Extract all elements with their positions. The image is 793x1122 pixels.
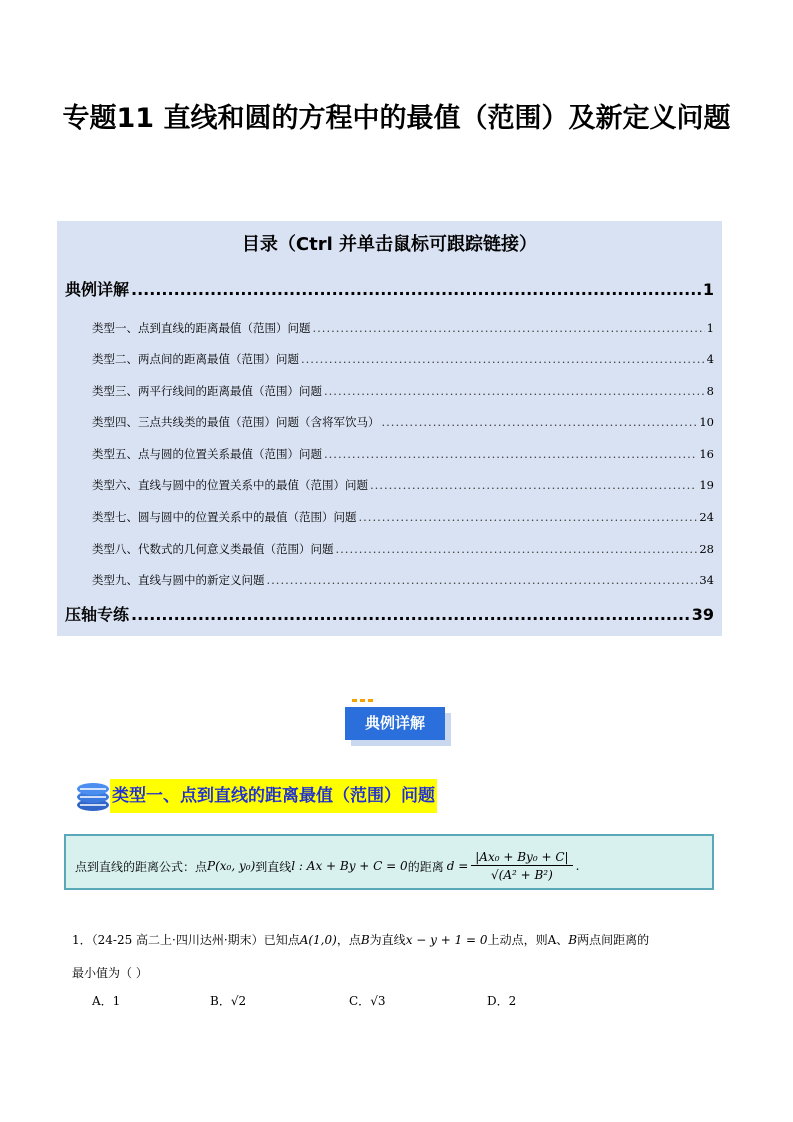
toc-entry-page: 4 xyxy=(706,352,714,366)
toc-heading: 目录（Ctrl 并单击鼠标可跟踪链接） xyxy=(241,234,538,255)
toc-leader-dots xyxy=(370,478,697,492)
option-value: √3 xyxy=(370,994,386,1008)
document-title xyxy=(60,96,733,142)
question-1 xyxy=(72,924,722,990)
toc-entry-page: 24 xyxy=(699,510,714,524)
question-line: x − y + 1 = 0 xyxy=(405,933,488,947)
toc-entry-label: 类型二、两点间的距离最值（范围）问题 xyxy=(92,352,299,366)
toc-entry-page: 28 xyxy=(699,542,714,556)
distance-fraction xyxy=(471,850,572,882)
toc-entry-label: 类型九、直线与圆中的新定义问题 xyxy=(92,573,265,587)
question-text-3: 为直线 xyxy=(369,933,406,947)
toc-entry-page: 34 xyxy=(699,573,714,587)
toc-leader-dots xyxy=(382,415,698,429)
document-title-text: 专题11 直线和圆的方程中的最值（范围）及新定义问题 xyxy=(62,103,731,134)
fraction-denominator: √(A² + B²) xyxy=(491,868,553,882)
toc-leader-dots xyxy=(324,447,697,461)
question-number: 1． xyxy=(72,933,92,947)
option-value: √2 xyxy=(230,994,247,1008)
question-text-1: 已知点 xyxy=(263,933,300,947)
toc-entry-page: 1 xyxy=(706,321,714,335)
option-a[interactable] xyxy=(92,992,120,1009)
toc-entry-page: 10 xyxy=(699,415,714,429)
option-b[interactable] xyxy=(210,992,246,1009)
toc-leader-dots xyxy=(131,605,690,624)
toc-entry-label: 压轴专练 xyxy=(65,605,130,624)
formula-point: P(x₀, y₀) xyxy=(207,859,256,873)
toc-entry-sub[interactable] xyxy=(92,541,714,557)
question-text-2: ，点 xyxy=(336,933,361,947)
toc-entry-label: 典例详解 xyxy=(65,280,130,299)
formula-end: . xyxy=(575,859,580,873)
question-text-4: 上动点，则 xyxy=(487,933,548,947)
type-title: 类型一、点到直线的距离最值（范围）问题 xyxy=(110,779,437,813)
formula-mid2: 的距离 xyxy=(407,859,444,874)
toc-entry-sub[interactable] xyxy=(92,320,714,336)
toc-entry-sub[interactable] xyxy=(92,383,714,399)
books-stack-icon xyxy=(74,777,112,815)
toc-leader-dots xyxy=(313,321,705,335)
toc-entry-sub[interactable] xyxy=(92,477,714,493)
question-point-b: B xyxy=(360,933,370,947)
toc-leader-dots xyxy=(336,542,698,556)
toc-leader-dots xyxy=(359,510,698,524)
formula-line: l : Ax + By + C = 0 xyxy=(291,859,408,873)
toc-leader-dots xyxy=(324,384,705,398)
section-badge: 典例详解 xyxy=(345,707,445,740)
formula-lhs: d = xyxy=(446,859,469,873)
question-text-6: 两点间距离的 xyxy=(577,933,650,947)
toc-entry-page: 16 xyxy=(699,447,714,461)
question-text-5: 、 xyxy=(556,933,569,947)
toc-leader-dots xyxy=(131,280,701,299)
fraction-numerator: |Ax₀ + By₀ + C| xyxy=(471,850,572,866)
toc-entry-sub[interactable] xyxy=(92,509,714,525)
formula-box xyxy=(64,834,714,890)
table-of-contents xyxy=(57,221,722,636)
option-label: B． xyxy=(210,994,231,1008)
toc-entry-label: 类型一、点到直线的距离最值（范围）问题 xyxy=(92,321,311,335)
option-label: C． xyxy=(349,994,371,1008)
toc-entry-page: 39 xyxy=(691,605,714,624)
toc-entry-page: 1 xyxy=(702,280,714,299)
option-c[interactable] xyxy=(349,992,385,1009)
formula-mid1: 到直线 xyxy=(255,859,292,874)
toc-entry-label: 类型四、三点共线类的最值（范围）问题（含将军饮马） xyxy=(92,415,380,429)
option-d[interactable] xyxy=(487,992,516,1009)
option-value: 1 xyxy=(112,994,121,1008)
toc-entry-main[interactable] xyxy=(65,602,714,625)
question-point-a: A(1,0) xyxy=(299,933,337,947)
formula-prefix: 点到直线的距离公式：点 xyxy=(75,859,208,874)
toc-entry-sub[interactable] xyxy=(92,414,714,430)
toc-entry-label: 类型六、直线与圆中的位置关系中的最值（范围）问题 xyxy=(92,478,368,492)
toc-entry-sub[interactable] xyxy=(92,446,714,462)
option-label: D． xyxy=(487,994,509,1008)
toc-entry-main[interactable] xyxy=(65,277,714,300)
toc-entry-page: 8 xyxy=(706,384,714,398)
option-value: 2 xyxy=(508,994,517,1008)
toc-entry-sub[interactable] xyxy=(92,572,714,588)
toc-entry-label: 类型七、圆与圆中的位置关系中的最值（范围）问题 xyxy=(92,510,357,524)
toc-entry-label: 类型三、两平行线间的距离最值（范围）问题 xyxy=(92,384,322,398)
toc-entry-label: 类型八、代数式的几何意义类最值（范围）问题 xyxy=(92,542,334,556)
question-line-2: 最小值为（ ） xyxy=(72,966,148,980)
question-b2: B xyxy=(568,933,578,947)
toc-leader-dots xyxy=(301,352,705,366)
question-a2: A xyxy=(547,933,557,947)
toc-entry-sub[interactable] xyxy=(92,351,714,367)
toc-entry-label: 类型五、点与圆的位置关系最值（范围）问题 xyxy=(92,447,322,461)
badge-decoration xyxy=(352,699,374,702)
toc-leader-dots xyxy=(267,573,698,587)
toc-entry-page: 19 xyxy=(699,478,714,492)
option-label: A． xyxy=(92,994,113,1008)
question-source: （24-25 高二上·四川达州·期末） xyxy=(91,933,264,947)
